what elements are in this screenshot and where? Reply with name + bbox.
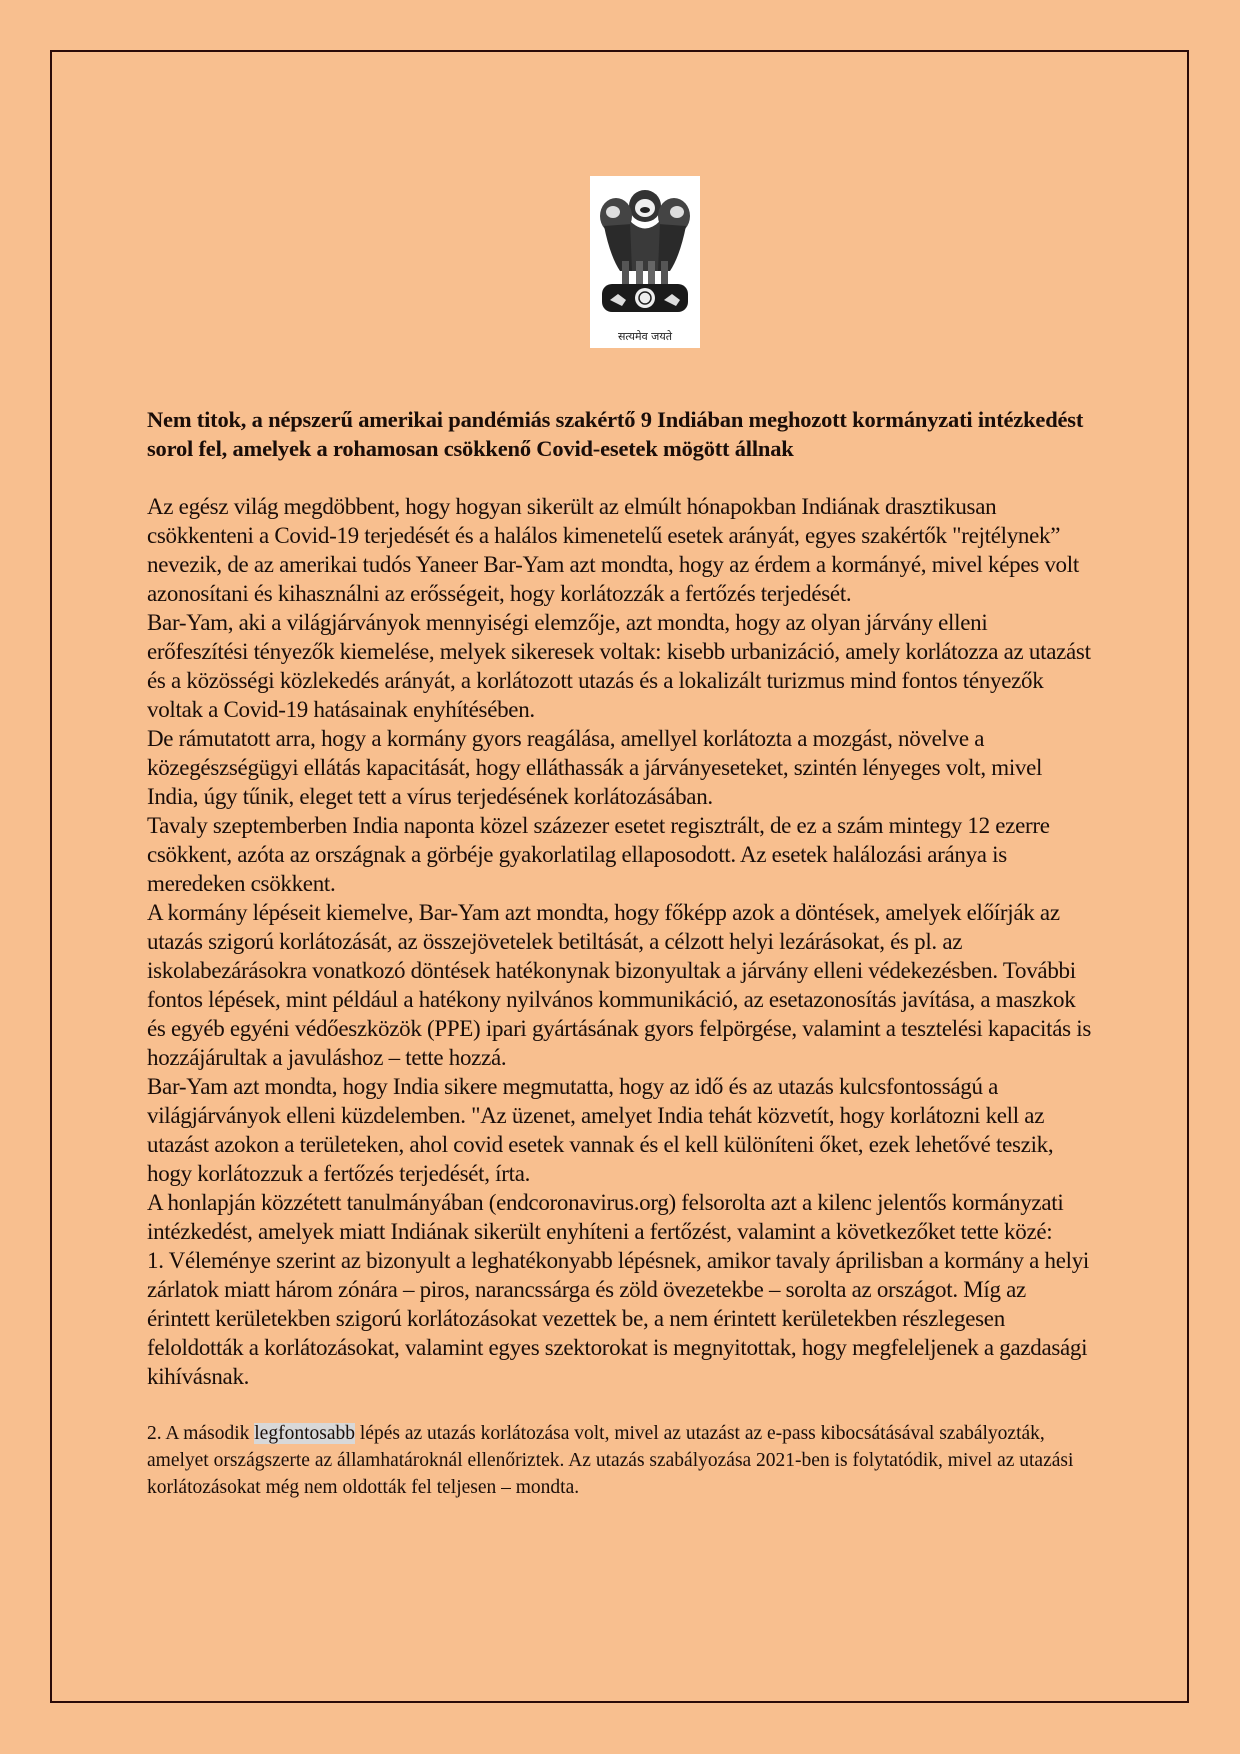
- lion-capital-emblem-icon: [590, 176, 700, 326]
- list-item-1: 1. Véleménye szerint az bizonyult a leghatékonyabb lépésnek, amikor tavaly áprilisban a kormány a helyi zárlatok miatt három zónára – piros, narancssárga és zöld övezetekbe – sorolta az országot. Míg az érintett kerületekben szigorú korlátozásokat vezettek be, a nem érintett kerületekben részlegesen feloldották a korlátozásokat, valamint egyes szektorokat is megnyitottak, hogy megfeleljenek a gazdasági kihívásnak.: [147, 1248, 1090, 1389]
- list-item-2: [147, 1420, 1092, 1501]
- article-title: Nem titok, a népszerű amerikai pandémiás szakértő 9 Indiában meghozott kormányzati intézkedést sorol fel, amelyek a rohamosan csökkenő Covid-esetek mögött állnak: [147, 407, 1084, 461]
- highlighted-word: legfontosabb: [254, 1423, 355, 1444]
- emblem-image: [590, 176, 700, 348]
- paragraph: A honlapján közzétett tanulmányában (endcoronavirus.org) felsorolta azt a kilenc jelentős kormányzati intézkedést, amelyek miatt Indiának sikerült enyhíteni a fertőzést, valamint a következőket tette közé:: [147, 1190, 1064, 1244]
- paragraph: Az egész világ megdöbbent, hogy hogyan sikerült az elmúlt hónapokban Indiának drasztikusan csökkenteni a Covid-19 terjedését és a halálos kimenetelű esetek arányát, egyes szakértők "rejtélynek” nevezik, de az amerikai tudós Yaneer Bar-Yam azt mondta, hogy az érdem a kormányé, mivel képes volt azonosítani és kihasználni az erősségeit, hogy korlátozzák a fertőzés terjedését.: [147, 494, 1079, 606]
- paragraph: Bar-Yam azt mondta, hogy India sikere megmutatta, hogy az idő és az utazás kulcsfontosságú a világjárványok elleni küzdelemben. "Az üzenet, amelyet India tehát közvetít, hogy korlátozni kell az utazást azokon a területeken, ahol covid esetek vannak és el kell különíteni őket, ezek lehetővé teszik, hogy korlátozzuk a fertőzés terjedését, írta.: [147, 1074, 1054, 1186]
- emblem-motto: सत्यमेव जयते: [617, 330, 672, 343]
- list-item-2-prefix: 2. A második: [147, 1423, 255, 1444]
- document-content: [147, 405, 1092, 1501]
- paragraph: Tavaly szeptemberben India naponta közel százezer esetet regisztrált, de ez a szám mintegy 12 ezerre csökkent, azóta az országnak a görbéje gyakorlatilag ellaposodott. Az esetek halálozási aránya is meredeken csökkent.: [147, 813, 1050, 896]
- article-point-2: [147, 1420, 1092, 1501]
- article-body: [147, 492, 1092, 1391]
- paragraph: De rámutatott arra, hogy a kormány gyors reagálása, amellyel korlátozta a mozgást, növelve a közegészségügyi ellátás kapacitását, hogy elláthassák a járványeseteket, szintén lényeges volt, mivel India, úgy tűnik, eleget tett a vírus terjedésének korlátozásában.: [147, 726, 1043, 809]
- paragraph: A kormány lépéseit kiemelve, Bar-Yam azt mondta, hogy főképp azok a döntések, amelyek előírják az utazás szigorú korlátozását, az összejövetelek betiltását, a célzott helyi lezárásokat, és pl. az iskolabezárásokra vonatkozó döntések hatékonynak bizonyultak a járvány elleni védekezésben. További fontos lépések, mint például a hatékony nyilvános kommunikáció, az esetazonosítás javítása, a maszkok és egyéb egyéni védőeszközök (PPE) ipari gyártásának gyors felpörgése, valamint a tesztelési kapacitás is hozzájárultak a javuláshoz – tette hozzá.: [147, 900, 1091, 1070]
- paragraph: Bar-Yam, aki a világjárványok mennyiségi elemzője, azt mondta, hogy az olyan járvány elleni erőfeszítési tényezők kiemelése, melyek sikeresek voltak: kisebb urbanizáció, amely korlátozza az utazást és a közösségi közlekedés arányát, a korlátozott utazás és a lokalizált turizmus mind fontos tényezők voltak a Covid-19 hatásainak enyhítésében.: [147, 610, 1091, 722]
- list-item-2-suffix: lépés az utazás korlátozása volt, mivel az utazást az e-pass kibocsátásával szabályozták, amelyet országszerte az államhatároknál ellenőriztek. Az utazás szabályozása 2021-ben is folytatódik, mivel az utazási korlátozásokat még nem oldották fel teljesen – mondta.: [147, 1423, 1074, 1498]
